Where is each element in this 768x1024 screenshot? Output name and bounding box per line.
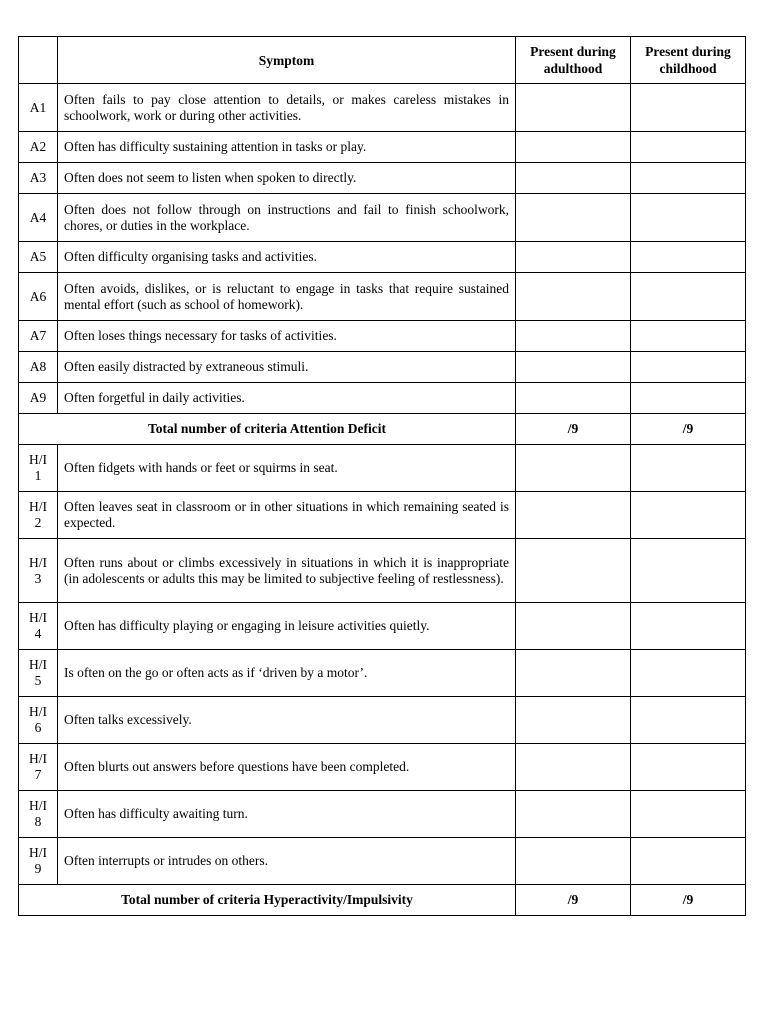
adulthood-cell[interactable] [516, 445, 631, 492]
hyperactivity-total-adulthood[interactable]: /9 [516, 885, 631, 916]
criterion-code: A7 [19, 321, 58, 352]
adulthood-cell[interactable] [516, 383, 631, 414]
table-row [19, 84, 746, 132]
symptom-text: Often talks excessively. [58, 697, 516, 744]
table-row [19, 539, 746, 603]
criterion-code: A1 [19, 84, 58, 132]
table-row [19, 242, 746, 273]
symptom-text: Often leaves seat in classroom or in other situations in which remaining seated is expected. [58, 492, 516, 539]
symptom-text: Is often on the go or often acts as if ‘driven by a motor’. [58, 650, 516, 697]
table-row [19, 321, 746, 352]
criterion-code: H/I 8 [19, 791, 58, 838]
table-header-row [19, 37, 746, 84]
adulthood-column-header: Present during adulthood [516, 37, 631, 84]
table-row [19, 697, 746, 744]
symptom-text: Often has difficulty sustaining attention in tasks or play. [58, 132, 516, 163]
adulthood-cell[interactable] [516, 838, 631, 885]
criterion-code: H/I 2 [19, 492, 58, 539]
criterion-code: H/I 6 [19, 697, 58, 744]
childhood-cell[interactable] [631, 650, 746, 697]
hyperactivity-total-label: Total number of criteria Hyperactivity/Impulsivity [19, 885, 516, 916]
table-row [19, 744, 746, 791]
childhood-cell[interactable] [631, 84, 746, 132]
childhood-cell[interactable] [631, 273, 746, 321]
criterion-code: H/I 4 [19, 603, 58, 650]
table-row [19, 194, 746, 242]
code-column-header [19, 37, 58, 84]
childhood-cell[interactable] [631, 791, 746, 838]
adulthood-cell[interactable] [516, 84, 631, 132]
symptom-text: Often forgetful in daily activities. [58, 383, 516, 414]
table-row [19, 132, 746, 163]
table-row [19, 445, 746, 492]
childhood-column-header: Present during childhood [631, 37, 746, 84]
criterion-code: H/I 1 [19, 445, 58, 492]
childhood-cell[interactable] [631, 163, 746, 194]
symptom-column-header: Symptom [58, 37, 516, 84]
adulthood-cell[interactable] [516, 194, 631, 242]
table-row [19, 838, 746, 885]
adulthood-cell[interactable] [516, 539, 631, 603]
childhood-cell[interactable] [631, 603, 746, 650]
symptom-text: Often easily distracted by extraneous stimuli. [58, 352, 516, 383]
attention-total-childhood[interactable]: /9 [631, 414, 746, 445]
adulthood-cell[interactable] [516, 791, 631, 838]
criterion-code: A8 [19, 352, 58, 383]
symptom-text: Often fails to pay close attention to details, or makes careless mistakes in schoolwork, work or during other activities. [58, 84, 516, 132]
criterion-code: A3 [19, 163, 58, 194]
table-row [19, 492, 746, 539]
childhood-cell[interactable] [631, 539, 746, 603]
symptom-text: Often difficulty organising tasks and activities. [58, 242, 516, 273]
attention-total-adulthood[interactable]: /9 [516, 414, 631, 445]
adulthood-cell[interactable] [516, 697, 631, 744]
childhood-cell[interactable] [631, 744, 746, 791]
symptom-criteria-table [18, 36, 746, 916]
symptom-text: Often avoids, dislikes, or is reluctant to engage in tasks that require sustained mental effort (such as school of homework). [58, 273, 516, 321]
table-row [19, 650, 746, 697]
childhood-cell[interactable] [631, 132, 746, 163]
attention-total-row [19, 414, 746, 445]
childhood-cell[interactable] [631, 383, 746, 414]
criterion-code: H/I 5 [19, 650, 58, 697]
criterion-code: A2 [19, 132, 58, 163]
adulthood-cell[interactable] [516, 492, 631, 539]
childhood-cell[interactable] [631, 697, 746, 744]
attention-total-label: Total number of criteria Attention Deficit [19, 414, 516, 445]
criterion-code: H/I 7 [19, 744, 58, 791]
symptom-text: Often does not seem to listen when spoken to directly. [58, 163, 516, 194]
symptom-text: Often fidgets with hands or feet or squirms in seat. [58, 445, 516, 492]
table-row [19, 273, 746, 321]
childhood-cell[interactable] [631, 492, 746, 539]
criterion-code: A5 [19, 242, 58, 273]
criterion-code: A6 [19, 273, 58, 321]
symptom-text: Often interrupts or intrudes on others. [58, 838, 516, 885]
table-row [19, 383, 746, 414]
symptom-text: Often does not follow through on instructions and fail to finish schoolwork, chores, or duties in the workplace. [58, 194, 516, 242]
symptom-text: Often blurts out answers before questions have been completed. [58, 744, 516, 791]
table-row [19, 603, 746, 650]
criterion-code: H/I 9 [19, 838, 58, 885]
criterion-code: A4 [19, 194, 58, 242]
adulthood-cell[interactable] [516, 132, 631, 163]
childhood-cell[interactable] [631, 838, 746, 885]
childhood-cell[interactable] [631, 321, 746, 352]
table-row [19, 791, 746, 838]
symptom-text: Often has difficulty playing or engaging in leisure activities quietly. [58, 603, 516, 650]
criterion-code: H/I 3 [19, 539, 58, 603]
adulthood-cell[interactable] [516, 242, 631, 273]
adulthood-cell[interactable] [516, 603, 631, 650]
adulthood-cell[interactable] [516, 273, 631, 321]
childhood-cell[interactable] [631, 194, 746, 242]
hyperactivity-total-childhood[interactable]: /9 [631, 885, 746, 916]
adulthood-cell[interactable] [516, 650, 631, 697]
adulthood-cell[interactable] [516, 744, 631, 791]
childhood-cell[interactable] [631, 352, 746, 383]
adulthood-cell[interactable] [516, 321, 631, 352]
symptom-text: Often runs about or climbs excessively in situations in which it is inappropriate (in adolescents or adults this may be limited to subjective feeling of restlessness). [58, 539, 516, 603]
criterion-code: A9 [19, 383, 58, 414]
hyperactivity-total-row [19, 885, 746, 916]
table-row [19, 352, 746, 383]
adulthood-cell[interactable] [516, 352, 631, 383]
table-row [19, 163, 746, 194]
childhood-cell[interactable] [631, 445, 746, 492]
symptom-text: Often loses things necessary for tasks of activities. [58, 321, 516, 352]
adulthood-cell[interactable] [516, 163, 631, 194]
childhood-cell[interactable] [631, 242, 746, 273]
symptom-text: Often has difficulty awaiting turn. [58, 791, 516, 838]
